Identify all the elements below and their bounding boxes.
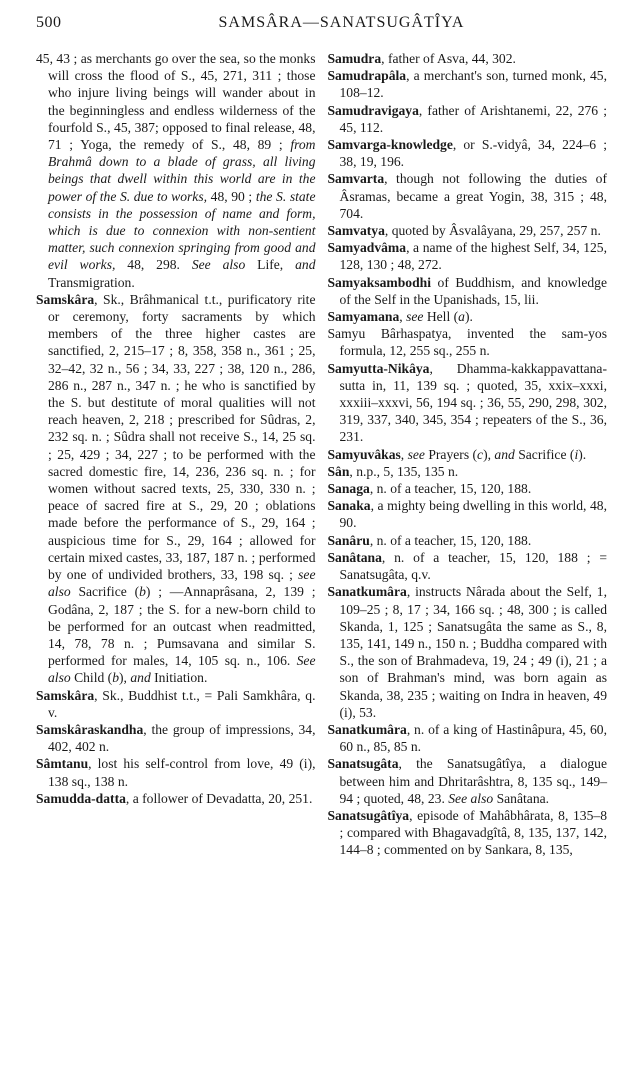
entry-italic-text: i bbox=[574, 446, 579, 462]
index-entry bbox=[328, 222, 608, 239]
entry-text: , the group of impressions, 34, 402, 402 n. bbox=[48, 721, 316, 755]
entry-headword: Samvarta bbox=[327, 171, 385, 187]
index-entry bbox=[36, 687, 316, 721]
entry-headword: Samvarga-knowledge bbox=[327, 137, 453, 153]
index-entry bbox=[36, 790, 316, 807]
index-entry bbox=[36, 755, 316, 789]
right-column bbox=[328, 50, 608, 859]
entry-text: , Dhamma-kakkappavattana-sutta in, 11, 139 sq. ; quoted, 35, xxix–xxxi, xxxiii–xxxvi, 56, 194 sq. ; 36, 55, 290, 298, 302, 319, 337, 340, 345, 354 ; repeaters of the S., 36, 231. bbox=[339, 360, 607, 445]
entry-text: , bbox=[399, 309, 407, 325]
entry-text: Initiation. bbox=[150, 670, 208, 686]
index-entry bbox=[328, 532, 608, 549]
index-entry bbox=[328, 360, 608, 446]
entry-italic-text: See also bbox=[191, 257, 246, 273]
entry-text: ). bbox=[578, 446, 587, 462]
index-entry bbox=[328, 308, 608, 325]
entry-headword: Samskâra bbox=[36, 291, 95, 307]
entry-headword: Sanatkumâra bbox=[327, 584, 407, 600]
entry-headword: Samyuvâkas bbox=[327, 446, 401, 462]
entry-italic-text: the S. state consists in the possession of name and form, which is due to connexion with non-sentient matter, such connexion springing from good and evil works, bbox=[48, 188, 316, 273]
page-number: 500 bbox=[36, 14, 62, 31]
entry-headword: Samskâra bbox=[36, 687, 95, 703]
entry-headword: Samudda-datta bbox=[36, 790, 126, 806]
entry-text: 48, 298. bbox=[115, 257, 192, 273]
entry-headword: Sâmtanu bbox=[36, 756, 89, 772]
index-entry bbox=[328, 480, 608, 497]
index-entry bbox=[328, 549, 608, 583]
entry-text: , n. of a teacher, 15, 120, 188. bbox=[369, 481, 532, 497]
entry-text: ). bbox=[464, 309, 473, 325]
entry-italic-text: b bbox=[139, 584, 146, 600]
entry-italic-text: see bbox=[407, 446, 425, 462]
entry-italic-text: and bbox=[130, 670, 151, 686]
entry-headword: Sanâtana bbox=[327, 549, 382, 565]
index-entry bbox=[328, 325, 608, 359]
entry-text: , or S.-vidyâ, 34, 224–6 ; 38, 19, 196. bbox=[339, 137, 607, 170]
running-title: SAMSÂRA—SANATSUGÂTÎYA bbox=[218, 14, 465, 31]
entry-headword: Sanatsugâta bbox=[327, 756, 399, 772]
entry-headword: Samvatya bbox=[327, 223, 385, 239]
entry-headword: Samyutta-Nikâya bbox=[327, 360, 430, 376]
index-entry bbox=[328, 497, 608, 531]
entry-headword: Sanaga bbox=[327, 481, 370, 497]
entry-italic-text: from Brahmâ down to a blade of grass, all living beings that dwell within this world are in the power of the S. due to works, bbox=[48, 137, 316, 204]
entry-text: , father of Asva, 44, 302. bbox=[381, 51, 516, 66]
entry-text: , a mighty being dwelling in this world, 48, 90. bbox=[339, 498, 607, 531]
entry-italic-text: and bbox=[295, 257, 316, 273]
entry-italic-text: and bbox=[494, 446, 515, 462]
entry-text: , n.p., 5, 135, 135 n. bbox=[349, 463, 459, 479]
index-entry bbox=[36, 50, 316, 291]
index-entry bbox=[328, 170, 608, 222]
entry-text: , a name of the highest Self, 34, 125, 128, 130 ; 48, 272. bbox=[339, 240, 607, 273]
index-entry bbox=[328, 721, 608, 755]
entry-headword: Samudra bbox=[327, 51, 382, 66]
entry-text: Hell ( bbox=[423, 309, 459, 325]
index-entry bbox=[328, 583, 608, 721]
index-entry bbox=[328, 239, 608, 273]
entry-headword: Sanatkumâra bbox=[327, 721, 407, 737]
entry-text: Prayers ( bbox=[424, 446, 478, 462]
index-entry bbox=[328, 67, 608, 101]
entry-headword: Samudrapâla bbox=[327, 68, 407, 84]
entry-italic-text: b bbox=[112, 670, 120, 686]
entry-text: , n. of a teacher, 15, 120, 188. bbox=[369, 532, 532, 548]
entry-text: ), bbox=[119, 670, 131, 686]
entry-headword: Samudravigaya bbox=[327, 102, 419, 118]
entry-headword: Sanaka bbox=[327, 498, 371, 514]
entry-text: , Sk., Brâhmanical t.t., purificatory rite or ceremony, forty sacraments by which members of the three higher castes are sanctified, 2, 215–17 ; 8, 358, 358 n., 361 ; 25, 32–42, 32 n., 56 ; 34, 33, 227 ; 38, 120 n., 286, 286 n., 287 n., 347 n. ; he who is sanctified by the S. but destitute of moral qualities will not reach heaven, 2, 218 ; prescribed for Sûdras, 2, 232 sq. n. ; Sûdra shall not receive S., 14, 25 sq. ; 25, 429 ; 34, 227 ; to be performed with the sacred domestic fire, 14, 236, 236 sq. n. ; for women without sacred texts, 25, 330, 330 n. ; peace of sacred fire at S., 29, 20 ; oblations made before the performance of S., 29, 164 ; auspicious time for S., 29, 164 ; allowed for certain mixed castes, 33, 187, 187 n. ; performed by one of undivided brothers, 33, 198 sq. ; bbox=[48, 291, 316, 583]
entry-text: Life, bbox=[245, 257, 296, 273]
entry-text: , a follower of Devadatta, 20, 251. bbox=[125, 790, 313, 806]
entry-italic-text: See also bbox=[48, 653, 316, 686]
entry-italic-text: See also bbox=[448, 790, 494, 806]
entry-text: , father of Arishtanemi, 22, 276 ; 45, 112. bbox=[339, 102, 607, 135]
entry-text: , a merchant's son, turned monk, 45, 108–12. bbox=[339, 68, 607, 101]
entry-text: Sanâtana. bbox=[493, 790, 550, 806]
entry-text: , episode of Mahâbhârata, 8, 135–8 ; compared with Bhagavadgîtâ, 8, 135, 137, 142, 144–8 ; commented on by Sankara, 8, 135, bbox=[339, 807, 607, 858]
index-entry bbox=[328, 102, 608, 136]
index-entry bbox=[328, 136, 608, 170]
index-entry bbox=[328, 807, 608, 859]
entry-text: 45, 43 ; as merchants go over the sea, so the monks will cross the flood of S., 45, 271, 311 ; those who injure living beings will wander about in the beginningless and endless wilderness of the fourfold S., 45, 387; opposed to final release, 48, 71 ; Yoga, the remedy of S., 48, 89 ; bbox=[36, 51, 316, 153]
entry-text: of Buddhism, and knowledge of the Self in the Upanishads, 15, lii. bbox=[339, 274, 607, 307]
entry-headword: Sanâru bbox=[327, 532, 370, 548]
index-entry bbox=[328, 463, 608, 480]
index-entry bbox=[328, 274, 608, 308]
entry-text: , bbox=[400, 446, 408, 462]
index-columns bbox=[36, 50, 607, 859]
entry-italic-text: a bbox=[458, 309, 465, 325]
index-entry bbox=[328, 50, 608, 67]
index-entry bbox=[36, 721, 316, 755]
left-column bbox=[36, 50, 316, 859]
entry-text: , Sk., Buddhist t.t., = Pali Samkhâra, q. v. bbox=[48, 687, 316, 720]
entry-headword: Samyamana bbox=[327, 309, 400, 325]
index-entry bbox=[328, 755, 608, 807]
entry-text: , instructs Nârada about the Self, 1, 109–25 ; 8, 17 ; 34, 166 sq. ; 48, 300 ; is called Skanda, 1, 125 ; Sanatsugâta the same as S., 8, 135, 141, 149 n., 150 n. ; Buddha compared with S., the son of Brahmadeva, 19, 24 ; 49 (i), 21 ; a son of Brahman's mind, was born again as Skanda, 38, 235 ; waiting on Indra in heaven, 49 (i), 53. bbox=[339, 584, 607, 720]
index-entry bbox=[36, 291, 316, 687]
entry-headword: Samyadvâma bbox=[327, 240, 407, 256]
entry-text: Sacrifice ( bbox=[70, 584, 140, 600]
entry-text: , n. of a teacher, 15, 120, 188 ; = Sanatsugâta, q.v. bbox=[339, 549, 607, 583]
index-entry bbox=[328, 446, 608, 463]
entry-text: Child ( bbox=[70, 670, 113, 686]
entry-italic-text: see bbox=[406, 309, 424, 325]
entry-text: ), bbox=[483, 446, 495, 462]
entry-headword: Sanatsugâtîya bbox=[327, 807, 410, 823]
entry-headword: Samyaksambodhi bbox=[327, 274, 431, 290]
entry-headword: Sân bbox=[327, 463, 350, 479]
entry-text: , lost his self-control from love, 49 (i), 138 sq., 138 n. bbox=[48, 756, 316, 789]
entry-text: , the Sanatsugâtîya, a dialogue between him and Dhritarâshtra, 8, 135 sq., 149–94 ; quoted, 48, 23. bbox=[339, 756, 607, 806]
entry-text: , though not following the duties of Âsramas, became a great Yogin, 38, 315 ; 48, 704. bbox=[339, 171, 607, 221]
entry-headword: Samskâraskandha bbox=[36, 721, 144, 737]
running-head bbox=[36, 14, 607, 36]
entry-text: ) ; —Annaprâsana, 2, 139 ; Godâna, 2, 187 ; the S. for a new-born child to be performed for an outcast when readmitted, 14, 78, 78 n. ; Pumsavana and similar S. performed for males, 14, 105 sq. n., 106. bbox=[48, 584, 316, 669]
entry-text: Transmigration. bbox=[48, 274, 135, 290]
entry-italic-text: see also bbox=[48, 567, 316, 600]
entry-text: 48, 90 ; bbox=[207, 188, 256, 204]
entry-text: Samyu Bârhaspatya, invented the sam-yos formula, 12, 255 sq., 255 n. bbox=[327, 326, 607, 359]
entry-text: Sacrifice ( bbox=[514, 446, 575, 462]
entry-text: , n. of a king of Hastinâpura, 45, 60, 60 n., 85, 85 n. bbox=[339, 721, 607, 755]
entry-italic-text: c bbox=[477, 446, 484, 462]
entry-text: , quoted by Âsvalâyana, 29, 257, 257 n. bbox=[384, 223, 601, 239]
